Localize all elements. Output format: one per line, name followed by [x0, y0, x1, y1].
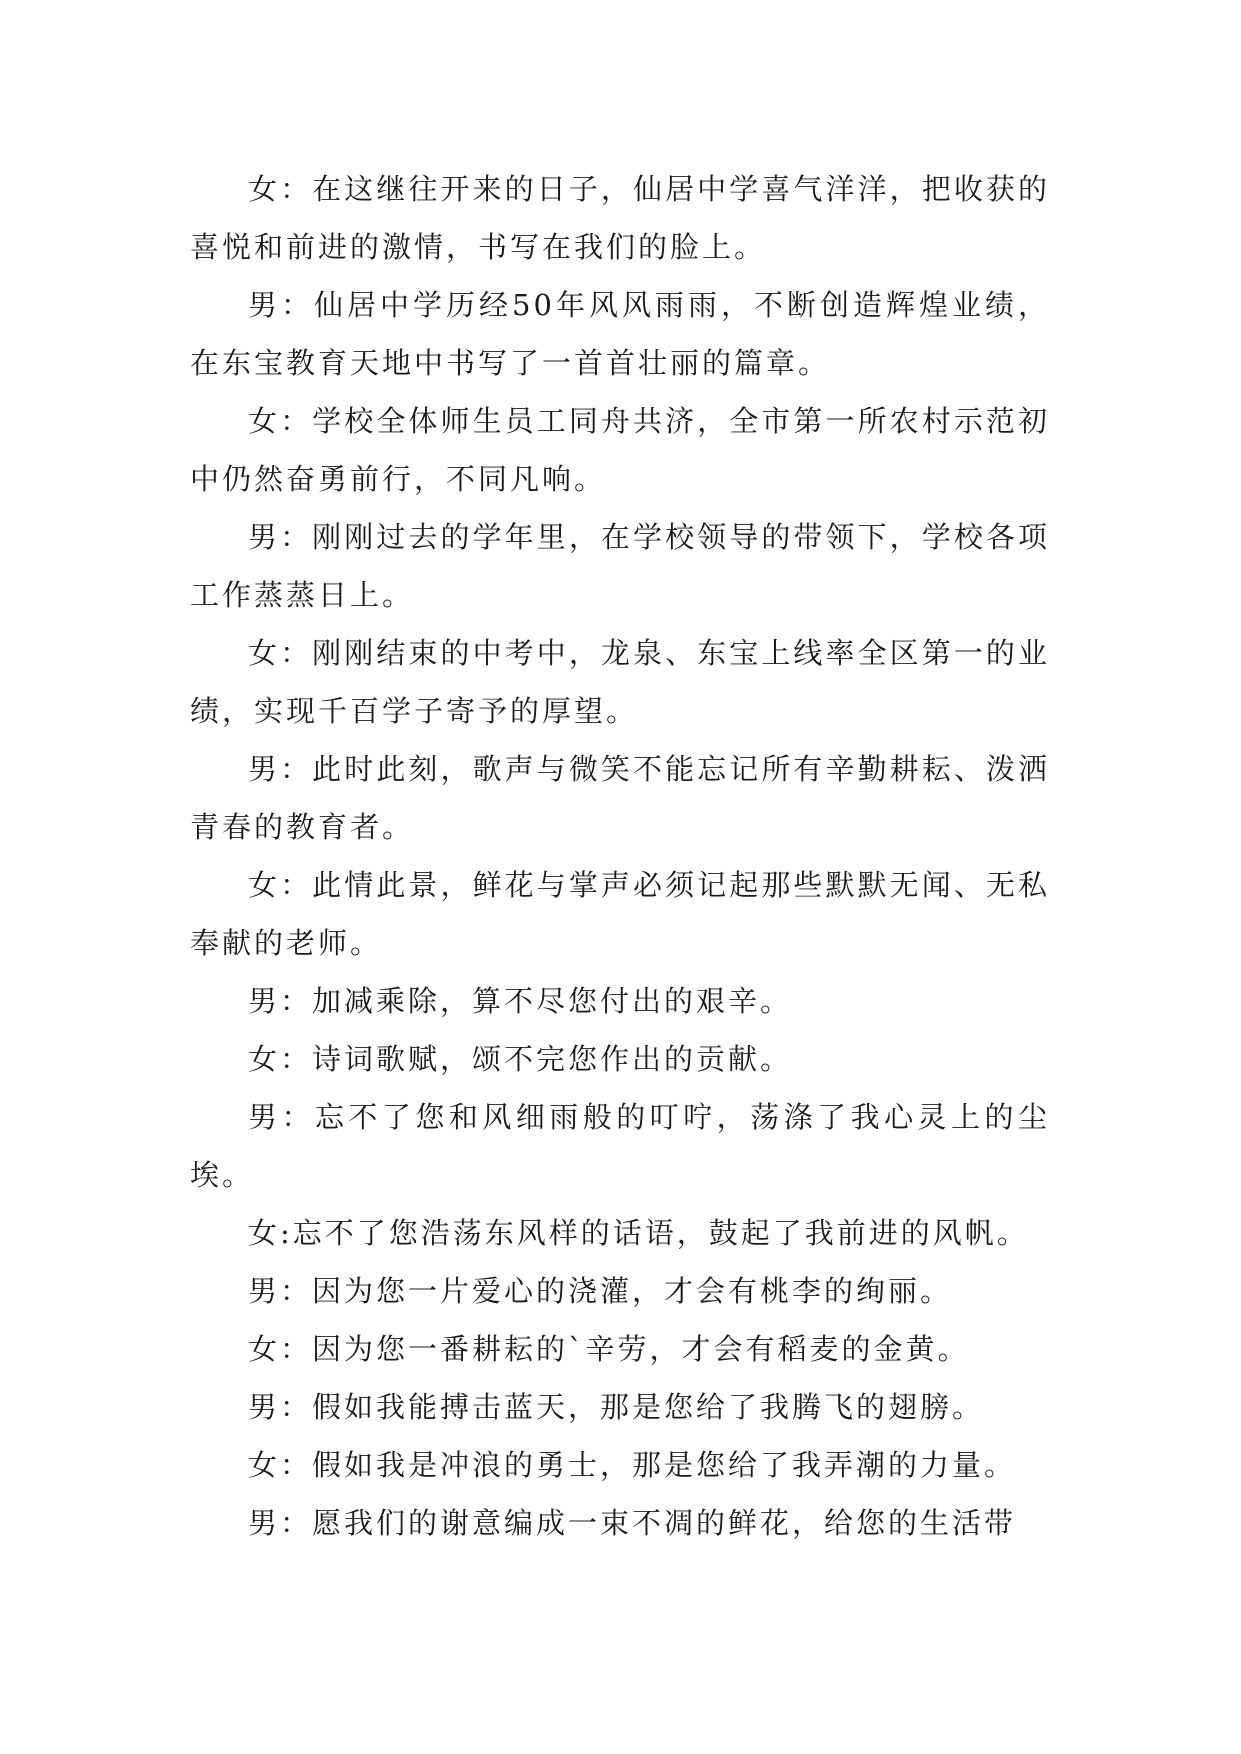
paragraph: 女：因为您一番耕耘的`辛劳，才会有稻麦的金黄。: [248, 1332, 970, 1366]
paragraph: 男：愿我们的谢意编成一束不凋的鲜花，给您的生活带: [248, 1506, 1017, 1540]
paragraph: 男：因为您一片爱心的浇灌，才会有桃李的绚丽。: [248, 1274, 953, 1308]
paragraph: 女：诗词歌赋，颂不完您作出的贡献。: [248, 1042, 793, 1076]
paragraph: 女：学校全体师生员工同舟共济，全市第一所农村示范初中仍然奋勇前行，不同凡响。: [190, 404, 1050, 496]
document-body: [190, 160, 1050, 1552]
paragraph: 男：加减乘除，算不尽您付出的艰辛。: [248, 984, 793, 1018]
paragraph: 男：仙居中学历经50年风风雨雨，不断创造辉煌业绩，在东宝教育天地中书写了一首首壮丽的篇章。: [190, 288, 1050, 380]
paragraph: 女：刚刚结束的中考中，龙泉、东宝上线率全区第一的业绩，实现千百学子寄予的厚望。: [190, 636, 1050, 728]
paragraph: 女：此情此景，鲜花与掌声必须记起那些默默无闻、无私奉献的老师。: [190, 868, 1050, 960]
paragraph: 男：假如我能搏击蓝天，那是您给了我腾飞的翅膀。: [248, 1390, 985, 1424]
paragraph: 女:忘不了您浩荡东风样的话语，鼓起了我前进的风帆。: [248, 1216, 1029, 1250]
paragraph: 女：在这继往开来的日子，仙居中学喜气洋洋，把收获的喜悦和前进的激情，书写在我们的脸上。: [190, 172, 1050, 264]
paragraph: 男：此时此刻，歌声与微笑不能忘记所有辛勤耕耘、泼洒青春的教育者。: [190, 752, 1050, 844]
paragraph: 男：忘不了您和风细雨般的叮咛，荡涤了我心灵上的尘埃。: [190, 1100, 1050, 1192]
paragraph: 男：刚刚过去的学年里，在学校领导的带领下，学校各项工作蒸蒸日上。: [190, 520, 1050, 612]
paragraph: 女：假如我是冲浪的勇士，那是您给了我弄潮的力量。: [248, 1448, 1017, 1482]
